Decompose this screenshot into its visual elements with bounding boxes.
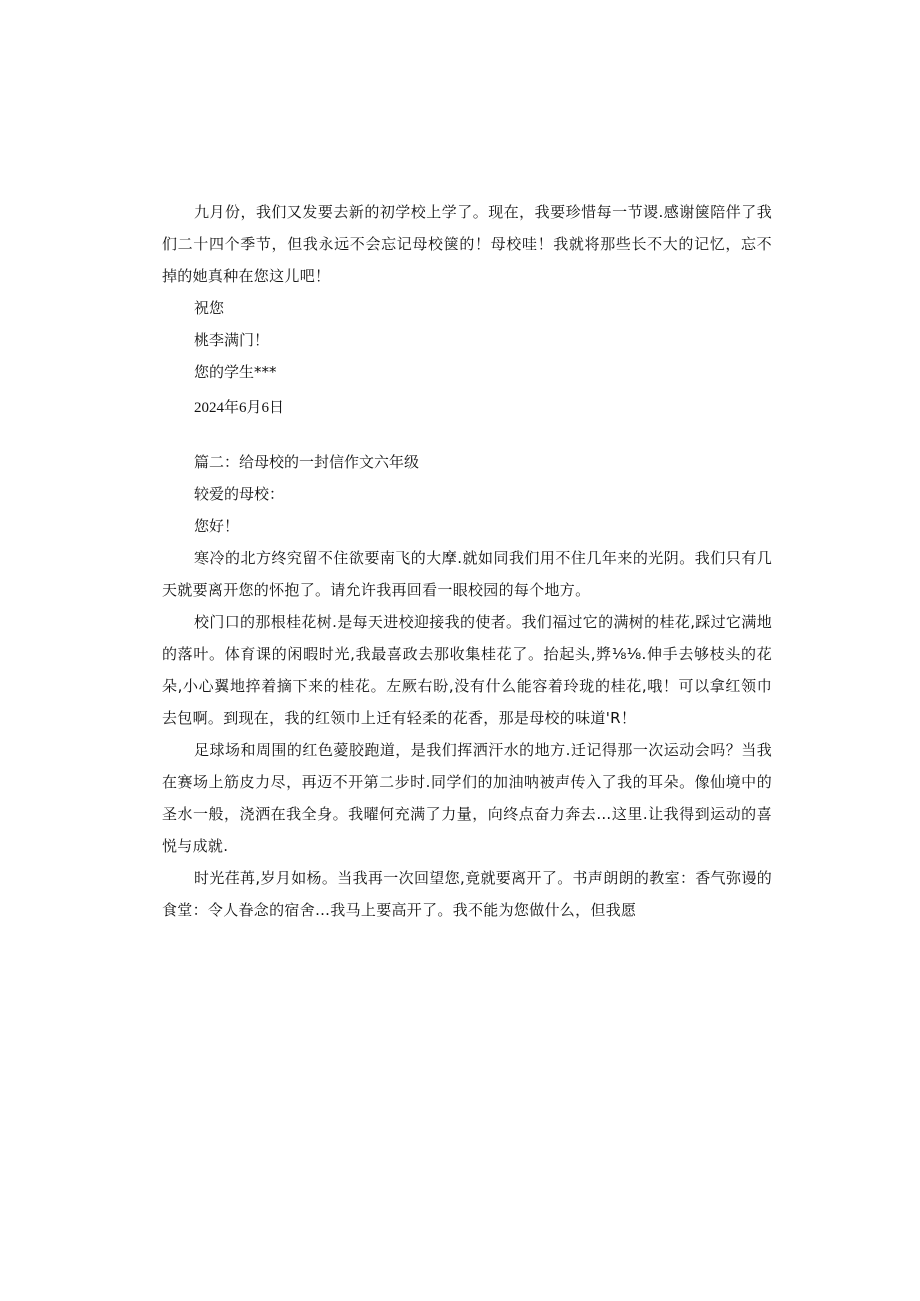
section-divider <box>162 424 772 446</box>
body-paragraph: 校门口的那根桂花树.是每天进校迎接我的使者。我们福过它的满树的桂花,踩过它满地的落叶。体育课的闲暇时光,我最喜政去那收集桂花了。抬起头,㢡⅛⅛.伸手去够枝头的花朵,小心翼地捽着摘下来的桂花。左厥右盼,没有什么能容着玲珑的桂花,哦！可以拿红领巾去包啊。到现在，我的红领巾上迁有轻柔的花香，那是母校的味道'R！ <box>162 613 772 727</box>
letter-date: 2024年6月6日 <box>194 400 285 416</box>
body-paragraph: 九月份，我们又发要去新的初学校上学了。现在，我要珍惜每一节谡.感谢箧陪伴了我们二十四个季节，但我永远不会忘记母校箧的！母校哇！我就将那些长不大的记忆，忘不掉的她真种在您这儿吧！ <box>162 203 772 285</box>
signature: 您的学生*** <box>194 363 277 381</box>
section-heading: 篇二：给母校的一封信作文六年级 <box>194 453 420 471</box>
letter-page <box>162 196 772 926</box>
body-paragraph: 时光荏苒,岁月如杨。当我再一次回望您,竟就要离开了。书声朗朗的教室：香气弥谩的食堂：令人眷念的宿舍…我马上要高开了。我不能为您做什么，但我愿 <box>162 869 772 919</box>
body-paragraph: 寒冷的北方终究留不住欲要南飞的大摩.就如同我们用不住几年来的光阴。我们只有几天就要离开您的怀抱了。请允许我再回看一眼校园的每个地方。 <box>162 549 772 599</box>
greeting: 您好！ <box>194 517 240 535</box>
salutation: 较爱的母校： <box>194 485 285 503</box>
closing-wish: 祝您 <box>194 299 225 317</box>
body-paragraph: 足球场和周围的红色薆胶跑道，是我们挥洒汗水的地方.迁记得那一次运动会吗？当我在赛场上筋皮力尽，再迈不开第二步时.同学们的加油呐被声传入了我的耳朵。像仙境中的圣水一般，浇洒在我全身。我曜何充满了力量，向终点奋力奔去…这里.让我得到运动的喜悦与成就. <box>162 741 772 855</box>
closing-blessing: 桃李满门！ <box>194 331 270 349</box>
